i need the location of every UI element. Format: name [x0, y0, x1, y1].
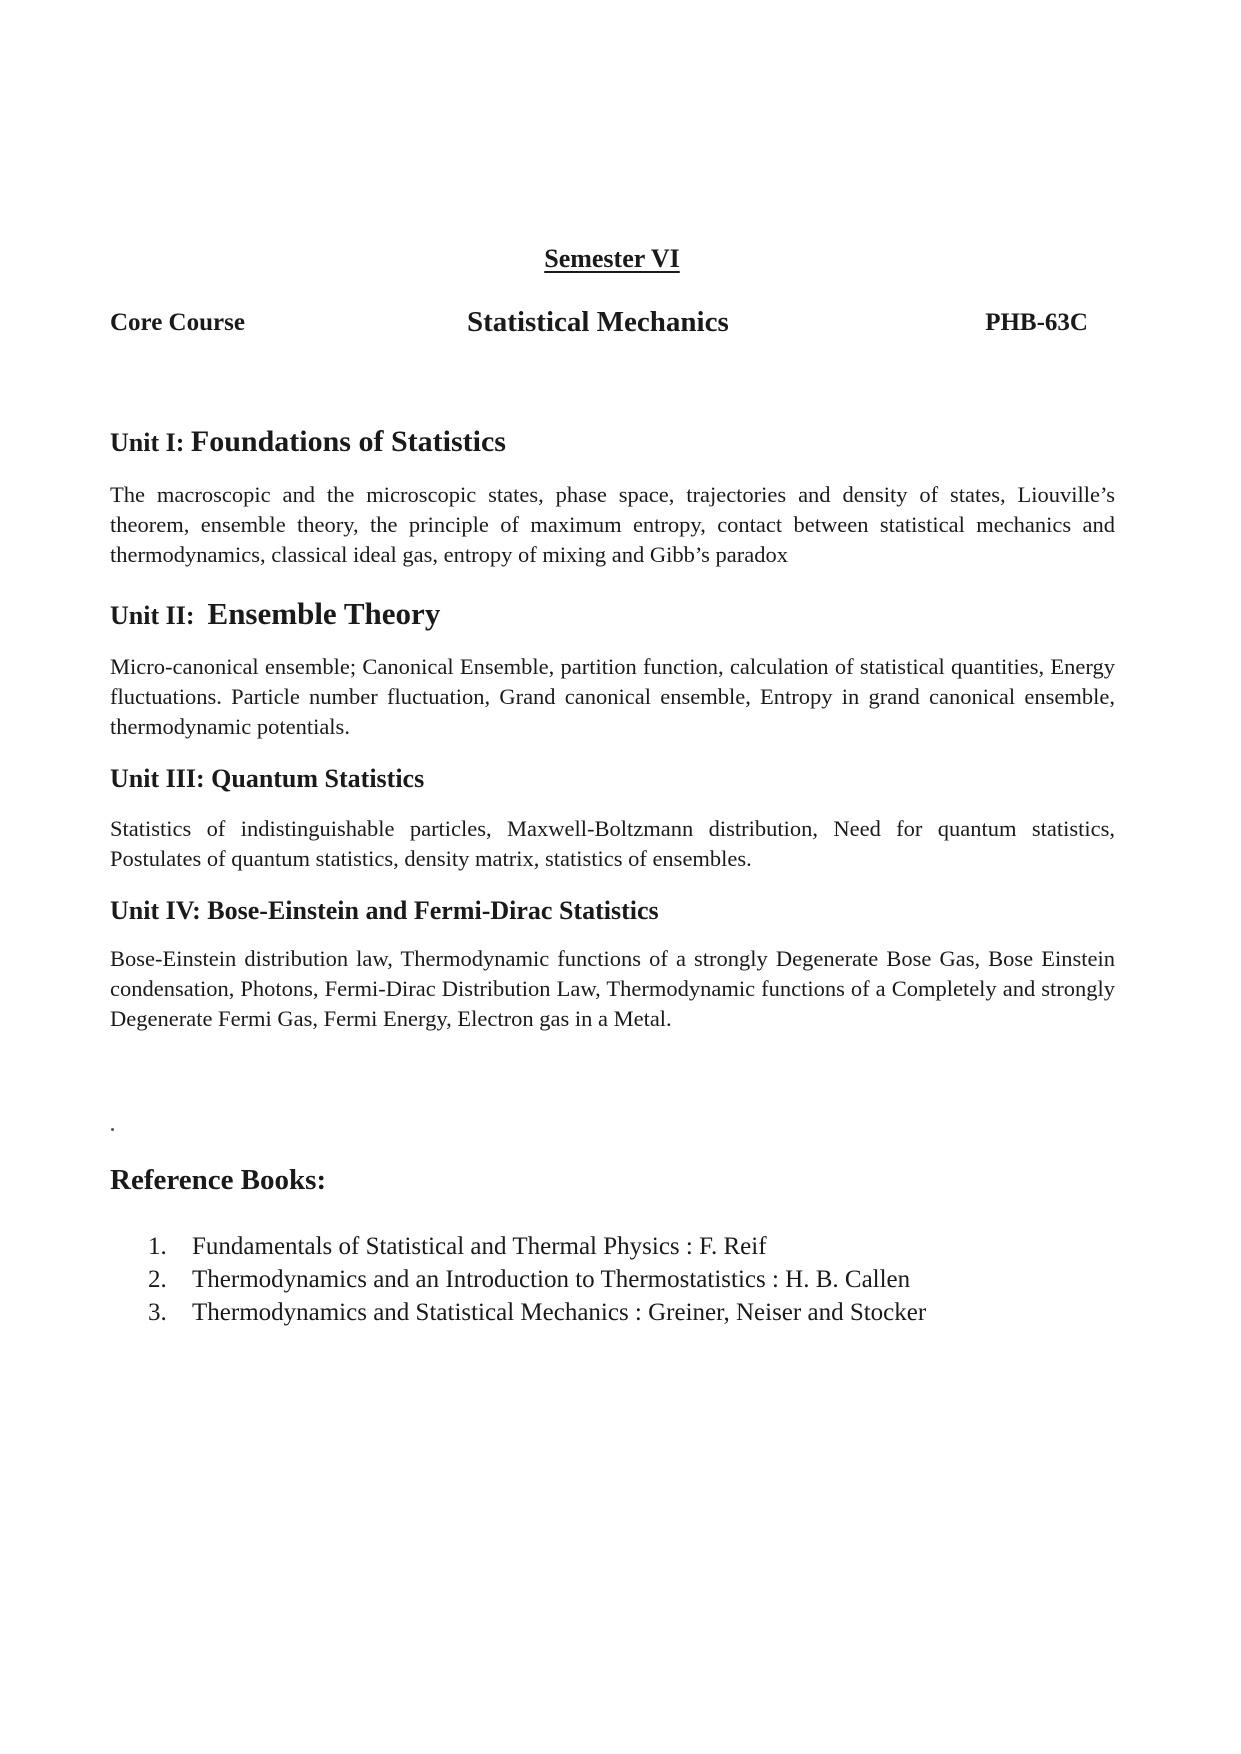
list-item	[148, 1230, 926, 1263]
unit-1-name: Foundations of Statistics	[190, 425, 506, 458]
unit-3-body: Statistics of indistinguishable particles, Maxwell-Boltzmann distribution, Need for quantum statistics, Postulates of quantum statistics, density matrix, statistics of ensembles.	[110, 816, 1115, 871]
stray-dot	[111, 1128, 114, 1131]
course-header-row	[110, 306, 1088, 342]
course-title: Statistical Mechanics	[467, 306, 729, 338]
unit-2-label: Unit II:	[110, 601, 208, 630]
unit-3-heading: Unit III: Quantum Statistics	[110, 764, 425, 793]
unit-2-heading	[110, 596, 1115, 632]
course-type: Core Course	[110, 309, 245, 336]
reference-text: Thermodynamics and Statistical Mechanics : Greiner, Neiser and Stocker	[192, 1299, 927, 1326]
unit-4-heading: Unit IV: Bose-Einstein and Fermi-Dirac Statistics	[110, 896, 659, 925]
reference-number: 3.	[148, 1299, 167, 1326]
unit-4-body: Bose-Einstein distribution law, Thermodynamic functions of a strongly Degenerate Bose Gas, Bose Einstein condensation, Photons, Fermi-Dirac Distribution Law, Thermodynamic functions of a Completely and strongly Degenerate Fermi Gas, Fermi Energy, Electron gas in a Metal.	[110, 946, 1115, 1031]
unit-2-body: Micro-canonical ensemble; Canonical Ensemble, partition function, calculation of statistical quantities, Energy fluctuations. Particle number fluctuation, Grand canonical ensemble, Entropy in grand canonical ensemble, thermodynamic potentials.	[110, 654, 1115, 739]
reference-books-heading: Reference Books:	[110, 1164, 327, 1196]
course-code: PHB-63C	[985, 309, 1088, 336]
semester-heading: Semester VI	[544, 244, 680, 273]
reference-number: 1.	[148, 1233, 167, 1260]
reference-text: Fundamentals of Statistical and Thermal Physics : F. Reif	[192, 1233, 767, 1260]
list-item	[148, 1263, 926, 1296]
reference-text: Thermodynamics and an Introduction to Thermostatistics : H. B. Callen	[192, 1266, 911, 1293]
reference-number: 2.	[148, 1266, 167, 1293]
unit-1-body: The macroscopic and the microscopic states, phase space, trajectories and density of states, Liouville’s theorem, ensemble theory, the principle of maximum entropy, contact between statistical mechanics and thermodynamics, classical ideal gas, entropy of mixing and Gibb’s paradox	[110, 482, 1115, 567]
unit-2-name: Ensemble Theory	[207, 596, 441, 631]
syllabus-units	[110, 425, 1115, 1034]
unit-1-heading	[110, 425, 1115, 459]
reference-list	[148, 1230, 926, 1329]
unit-1-label: Unit I:	[110, 428, 191, 457]
list-item	[148, 1296, 926, 1329]
